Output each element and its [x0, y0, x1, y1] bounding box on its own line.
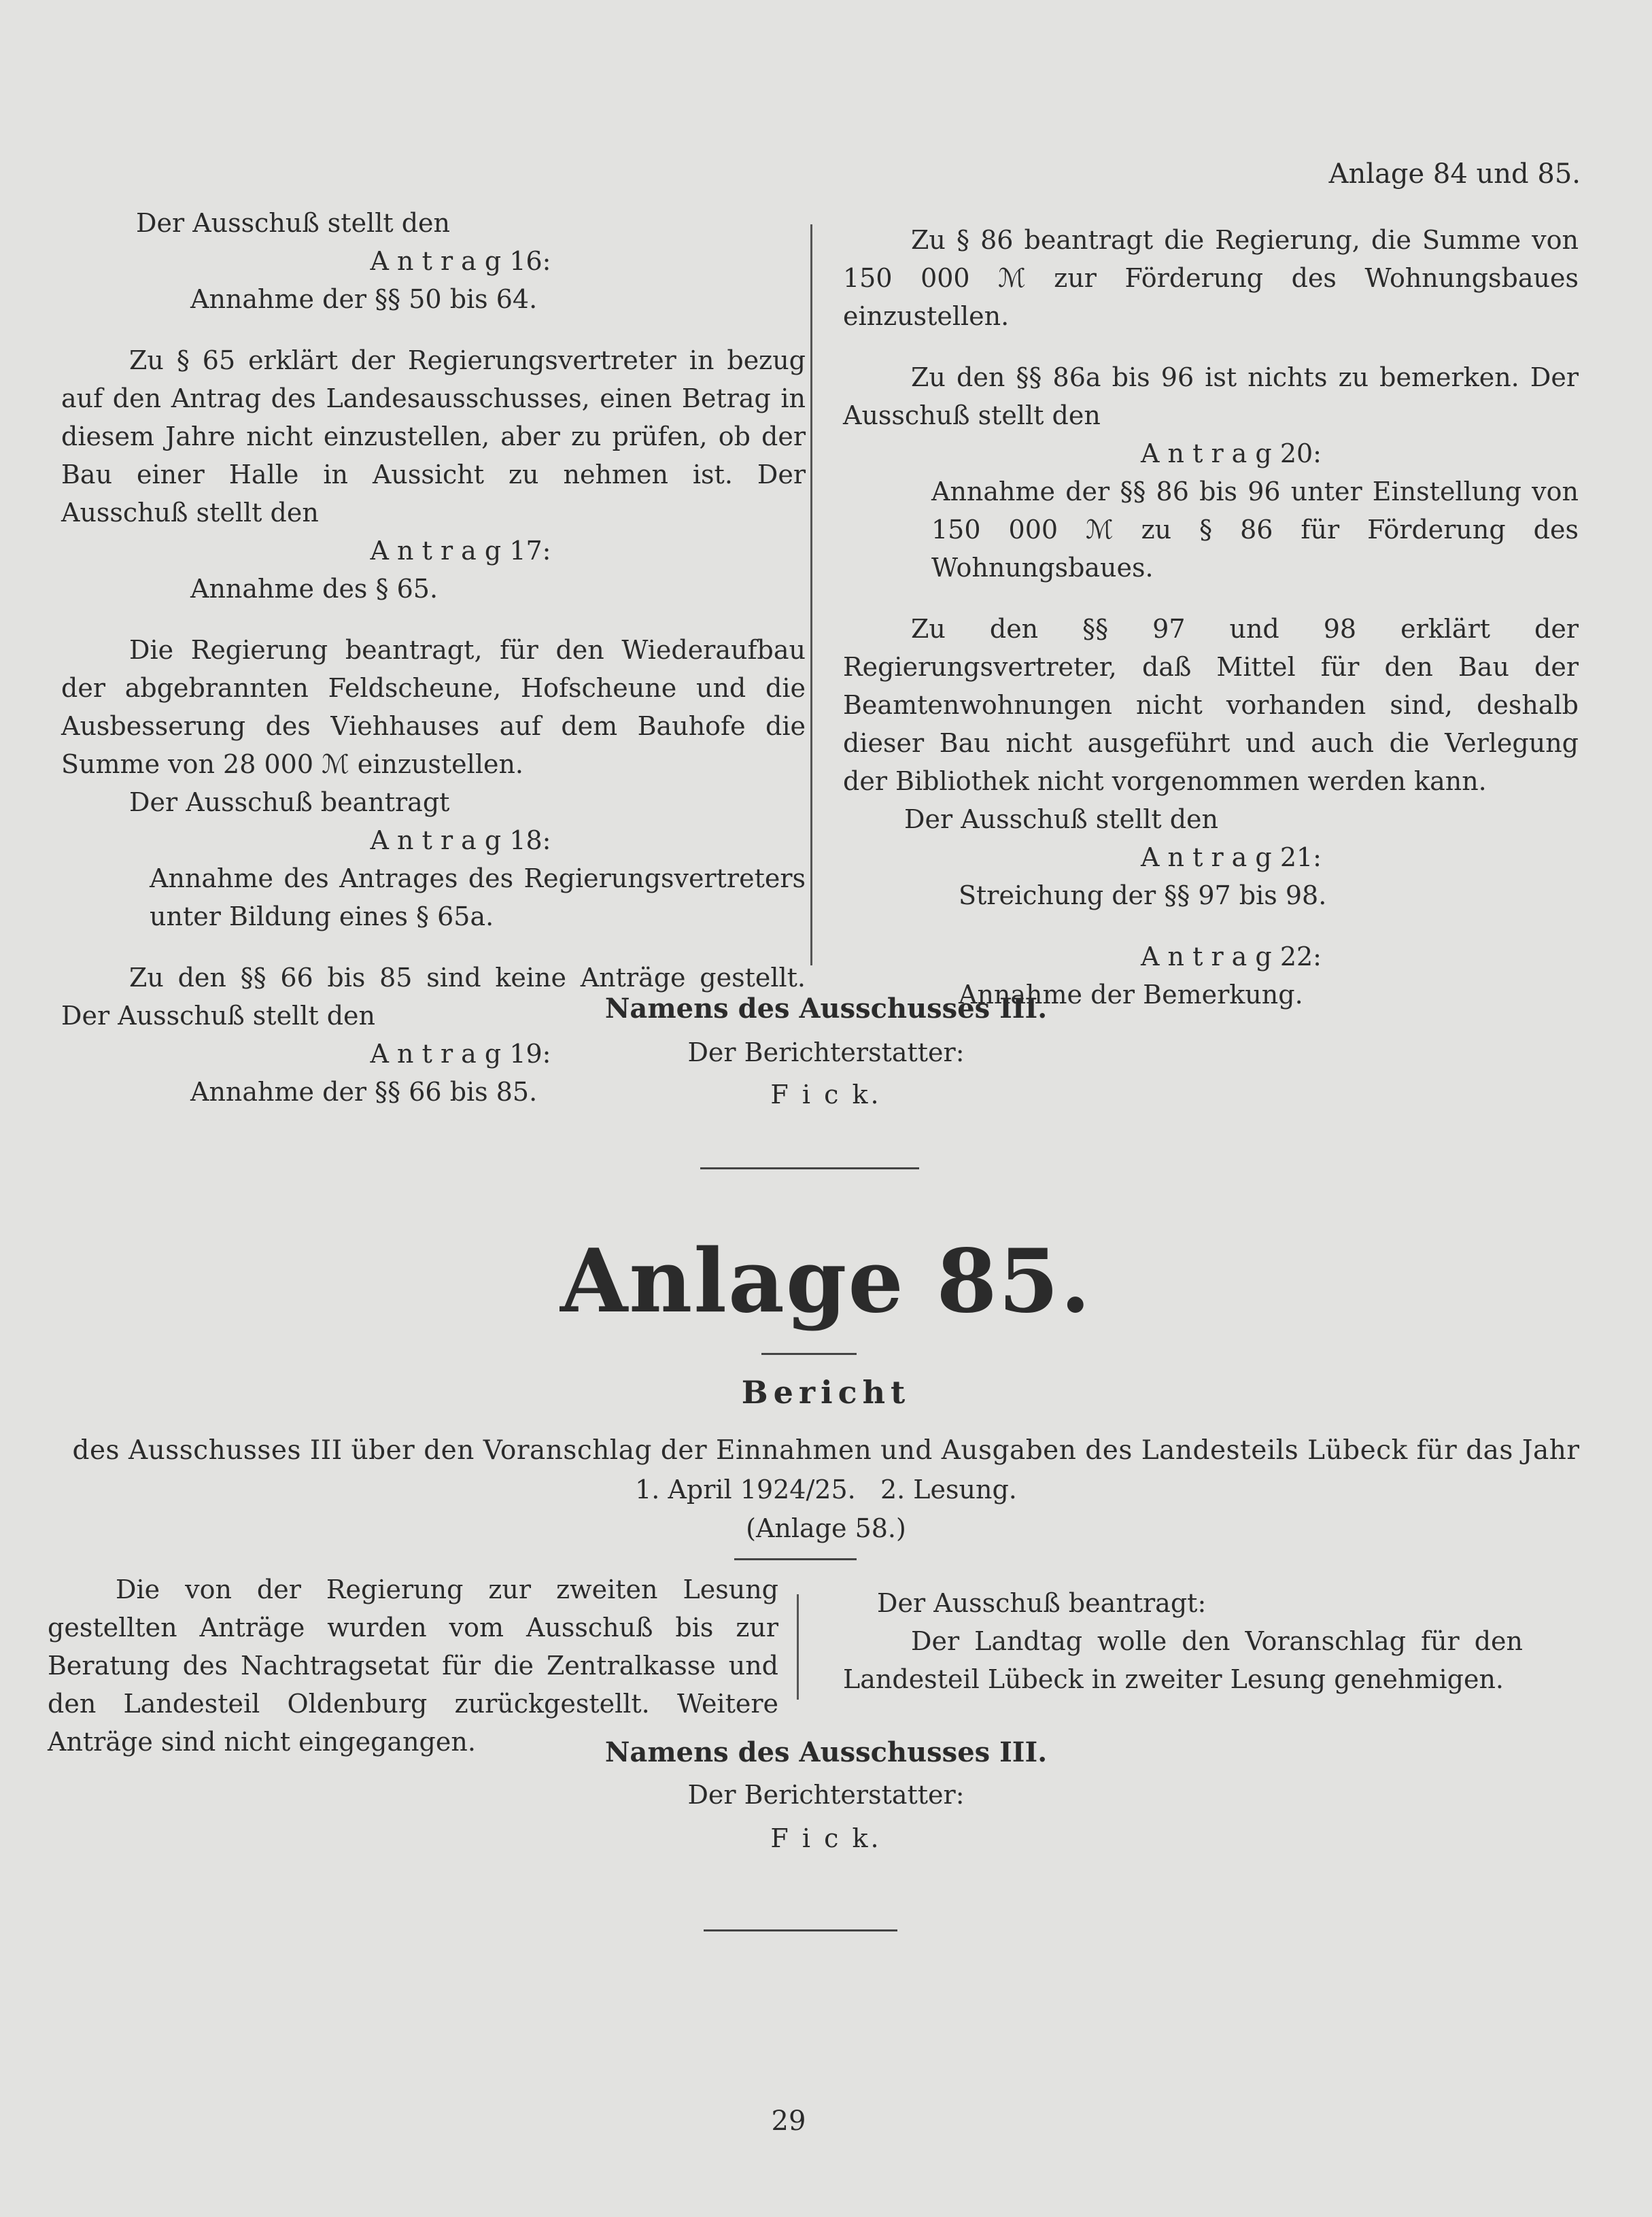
motion-text: Annahme des § 65.: [190, 574, 438, 604]
column-divider: [810, 224, 812, 965]
motion-text: Annahme der §§ 50 bis 64.: [190, 284, 538, 314]
signature-role: Der Berichterstatter:: [687, 1780, 965, 1810]
paragraph: Der Ausschuß beantragt: [129, 787, 450, 817]
title-underline: [761, 1353, 857, 1355]
section-divider: [704, 1929, 897, 1931]
paragraph: Zu den §§ 66 bis 85 sind keine Anträge gestellt. Der Ausschuß stellt den: [61, 963, 806, 1031]
paragraph: Der Ausschuß stellt den: [136, 208, 451, 238]
signature-name: F i c k.: [770, 1080, 882, 1110]
motion-label: A n t r a g 20:: [1141, 439, 1322, 468]
motion-text: Annahme der Bemerkung.: [959, 980, 1303, 1010]
report-subtitle: des Ausschusses III über den Voranschlag der Einnahmen und Ausgaben des Landesteils Lübeck für das Jahr: [72, 1435, 1580, 1466]
page-number: 29: [771, 2106, 806, 2137]
paragraph: Zu den §§ 86a bis 96 ist nichts zu bemerken. Der Ausschuß stellt den: [843, 362, 1579, 430]
section-title: Anlage 85.: [560, 1231, 1092, 1333]
paragraph: Zu den §§ 97 und 98 erklärt der Regierungsvertreter, daß Mittel für den Bau der Beamtenwohnungen nicht vorhanden sind, deshalb dieser Bau nicht ausgeführt und auch die Verlegung der Bibliothek nicht vorgenommen werden kann.: [843, 614, 1579, 796]
section-divider: [700, 1167, 919, 1169]
signature-role: Der Berichterstatter:: [687, 1037, 965, 1067]
paragraph: Der Ausschuß stellt den: [904, 804, 1219, 834]
motion-label: A n t r a g 21:: [1141, 842, 1322, 872]
motion-text: Annahme der §§ 86 bis 96 unter Einstellung von 150 000 ℳ zu § 86 für Förderung des Wohnungsbaues.: [931, 477, 1579, 583]
paragraph: Die Regierung beantragt, für den Wiederaufbau der abgebrannten Feldscheune, Hofscheune und die Ausbesserung des Viehhauses auf dem Bauhofe die Summe von 28 000 ℳ einzustellen.: [61, 635, 806, 779]
report-heading: Bericht: [741, 1374, 911, 1411]
report-date: 1. April 1924/25. 2. Lesung.: [635, 1475, 1017, 1505]
motion-text: Annahme der §§ 66 bis 85.: [190, 1077, 538, 1107]
motion-text: Streichung der §§ 97 bis 98.: [959, 880, 1327, 910]
motion-text: Annahme des Antrages des Regierungsvertreters unter Bildung eines § 65a.: [150, 863, 806, 931]
left-column-85: [48, 1570, 778, 1761]
column-divider: [797, 1594, 799, 1700]
motion-label: A n t r a g 17:: [370, 536, 551, 566]
motion-label: A n t r a g 19:: [370, 1039, 551, 1069]
right-column-85: [843, 1584, 1523, 1698]
paragraph: Die von der Regierung zur zweiten Lesung gestellten Anträge wurden vom Ausschuß bis zur Beratung des Nachtragsetat für die Zentralkasse und den Landesteil Oldenburg zurückgestellt. Weitere Anträge sind nicht eingegangen.: [48, 1575, 778, 1757]
left-column-84: [61, 204, 806, 1111]
heading-rule: [734, 1558, 857, 1560]
paragraph: Der Landtag wolle den Voranschlag für den Landesteil Lübeck in zweiter Lesung genehmigen.: [843, 1626, 1523, 1694]
signature-name: F i c k.: [770, 1823, 882, 1853]
motion-label: A n t r a g 22:: [1141, 942, 1322, 972]
motion-label: A n t r a g 18:: [370, 825, 551, 855]
right-column-84: [843, 221, 1579, 1014]
motion-label: A n t r a g 16:: [370, 246, 551, 276]
running-header: Anlage 84 und 85.: [1328, 158, 1581, 190]
signature-committee: Namens des Ausschusses III.: [604, 993, 1048, 1025]
paragraph: Der Ausschuß beantragt:: [877, 1588, 1207, 1618]
paragraph: Zu § 86 beantragt die Regierung, die Summe von 150 000 ℳ zur Förderung des Wohnungsbaues einzustellen.: [843, 225, 1579, 331]
report-reference: (Anlage 58.): [746, 1513, 906, 1543]
paragraph: Zu § 65 erklärt der Regierungsvertreter in bezug auf den Antrag des Landesausschusses, einen Betrag in diesem Jahre nicht einzustellen, aber zu prüfen, ob der Bau einer Halle in Aussicht zu nehmen ist. Der Ausschuß stellt den: [61, 345, 806, 528]
signature-committee: Namens des Ausschusses III.: [604, 1736, 1048, 1768]
